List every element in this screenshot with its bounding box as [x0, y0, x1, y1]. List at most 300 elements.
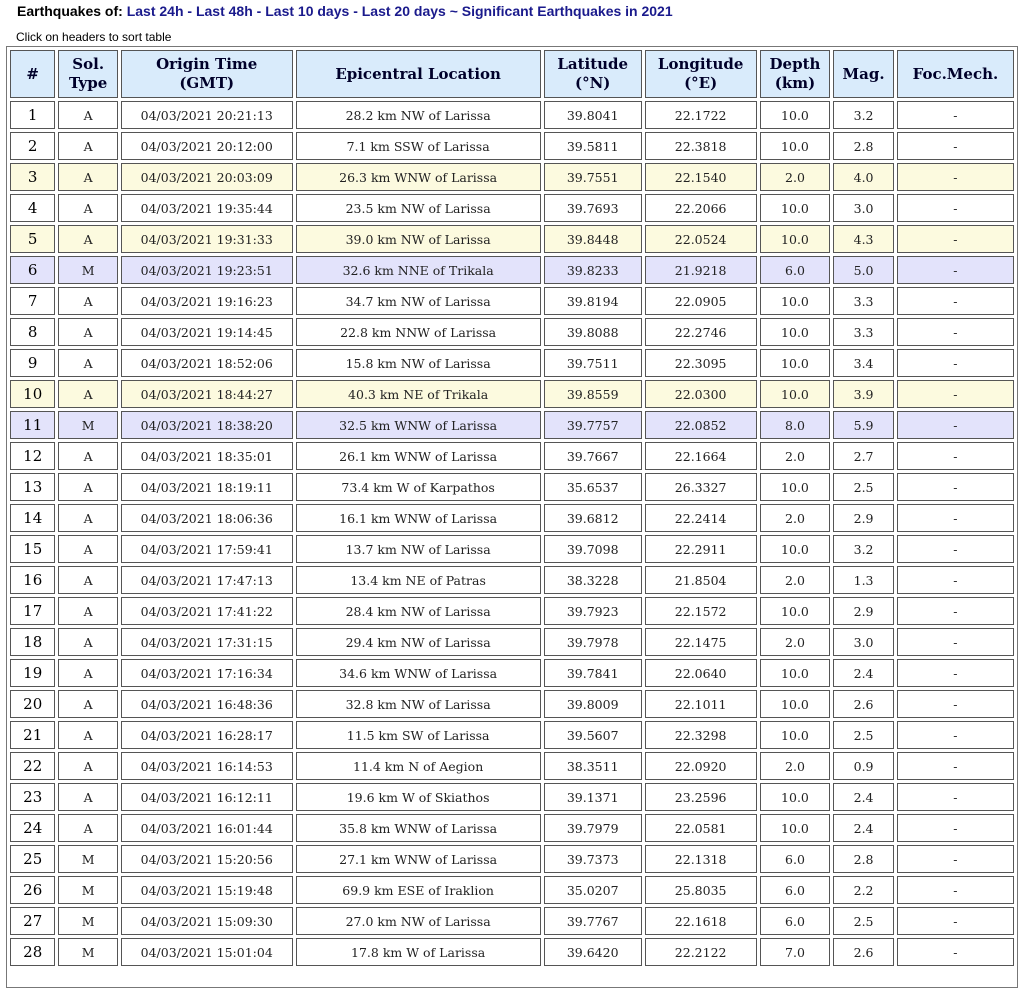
cell-magnitude: 2.5	[833, 907, 894, 935]
cell-origin-time: 04/03/2021 17:59:41	[121, 535, 293, 563]
cell-origin-time: 04/03/2021 18:19:11	[121, 473, 293, 501]
cell-number: 26	[10, 876, 55, 904]
cell-depth: 10.0	[760, 349, 831, 377]
earthquake-table-container	[6, 46, 1018, 988]
cell-magnitude: 2.5	[833, 473, 894, 501]
cell-longitude: 22.3095	[645, 349, 757, 377]
cell-origin-time: 04/03/2021 16:01:44	[121, 814, 293, 842]
nav-link-last-24h[interactable]: Last 24h	[126, 3, 184, 19]
table-row	[10, 411, 1014, 439]
cell-depth: 10.0	[760, 287, 831, 315]
cell-origin-time: 04/03/2021 20:12:00	[121, 132, 293, 160]
cell-origin-time: 04/03/2021 16:48:36	[121, 690, 293, 718]
cell-longitude: 22.2746	[645, 318, 757, 346]
cell-latitude: 39.8559	[544, 380, 642, 408]
cell-latitude: 39.5607	[544, 721, 642, 749]
cell-foc-mech: -	[897, 845, 1014, 873]
cell-origin-time: 04/03/2021 18:52:06	[121, 349, 293, 377]
cell-longitude: 22.0640	[645, 659, 757, 687]
cell-number: 23	[10, 783, 55, 811]
cell-sol-type: M	[58, 907, 118, 935]
cell-sol-type: A	[58, 225, 118, 253]
cell-number: 27	[10, 907, 55, 935]
cell-magnitude: 2.9	[833, 504, 894, 532]
cell-number: 24	[10, 814, 55, 842]
cell-depth: 10.0	[760, 659, 831, 687]
cell-magnitude: 2.4	[833, 814, 894, 842]
cell-magnitude: 3.3	[833, 318, 894, 346]
cell-foc-mech: -	[897, 814, 1014, 842]
cell-latitude: 39.7551	[544, 163, 642, 191]
cell-number: 8	[10, 318, 55, 346]
nav-link-last-20-days[interactable]: Last 20 days	[361, 3, 446, 19]
cell-origin-time: 04/03/2021 16:12:11	[121, 783, 293, 811]
cell-origin-time: 04/03/2021 17:47:13	[121, 566, 293, 594]
cell-magnitude: 3.2	[833, 535, 894, 563]
cell-depth: 10.0	[760, 721, 831, 749]
cell-depth: 10.0	[760, 535, 831, 563]
cell-longitude: 22.0852	[645, 411, 757, 439]
nav-tilde: ~	[449, 3, 458, 19]
cell-number: 12	[10, 442, 55, 470]
cell-sol-type: A	[58, 535, 118, 563]
cell-number: 11	[10, 411, 55, 439]
earthquake-table	[7, 47, 1017, 969]
cell-latitude: 39.5811	[544, 132, 642, 160]
cell-foc-mech: -	[897, 442, 1014, 470]
cell-magnitude: 2.8	[833, 132, 894, 160]
cell-origin-time: 04/03/2021 17:16:34	[121, 659, 293, 687]
cell-number: 7	[10, 287, 55, 315]
cell-longitude: 21.9218	[645, 256, 757, 284]
cell-number: 16	[10, 566, 55, 594]
cell-sol-type: M	[58, 876, 118, 904]
cell-sol-type: A	[58, 690, 118, 718]
cell-sol-type: A	[58, 473, 118, 501]
cell-depth: 8.0	[760, 411, 831, 439]
cell-location: 16.1 km WNW of Larissa	[296, 504, 541, 532]
cell-number: 28	[10, 938, 55, 966]
cell-magnitude: 3.0	[833, 194, 894, 222]
header-label: #	[26, 64, 39, 83]
cell-origin-time: 04/03/2021 15:01:04	[121, 938, 293, 966]
cell-number: 15	[10, 535, 55, 563]
cell-location: 34.7 km NW of Larissa	[296, 287, 541, 315]
table-row	[10, 380, 1014, 408]
cell-magnitude: 2.5	[833, 721, 894, 749]
header-label: Origin Time	[156, 55, 258, 73]
cell-foc-mech: -	[897, 256, 1014, 284]
cell-latitude: 39.7923	[544, 597, 642, 625]
header-number[interactable]	[10, 50, 55, 98]
header-longitude[interactable]	[645, 50, 757, 98]
cell-longitude: 22.1318	[645, 845, 757, 873]
cell-magnitude: 3.2	[833, 101, 894, 129]
cell-number: 21	[10, 721, 55, 749]
cell-magnitude: 3.0	[833, 628, 894, 656]
cell-foc-mech: -	[897, 752, 1014, 780]
cell-depth: 10.0	[760, 380, 831, 408]
cell-location: 32.8 km NW of Larissa	[296, 690, 541, 718]
cell-location: 28.2 km NW of Larissa	[296, 101, 541, 129]
cell-latitude: 39.6812	[544, 504, 642, 532]
cell-longitude: 22.3818	[645, 132, 757, 160]
cell-location: 73.4 km W of Karpathos	[296, 473, 541, 501]
cell-latitude: 39.7767	[544, 907, 642, 935]
cell-sol-type: M	[58, 411, 118, 439]
sort-hint: Click on headers to sort table	[16, 30, 172, 44]
table-row	[10, 318, 1014, 346]
cell-sol-type: A	[58, 163, 118, 191]
cell-depth: 10.0	[760, 597, 831, 625]
cell-foc-mech: -	[897, 225, 1014, 253]
cell-foc-mech: -	[897, 566, 1014, 594]
table-row	[10, 876, 1014, 904]
cell-foc-mech: -	[897, 628, 1014, 656]
cell-origin-time: 04/03/2021 17:31:15	[121, 628, 293, 656]
header-label: Latitude	[557, 55, 629, 73]
header-unit: (GMT)	[179, 74, 235, 92]
cell-magnitude: 2.6	[833, 690, 894, 718]
header-label: Mag.	[842, 64, 885, 83]
cell-depth: 6.0	[760, 845, 831, 873]
cell-magnitude: 2.2	[833, 876, 894, 904]
cell-foc-mech: -	[897, 380, 1014, 408]
cell-foc-mech: -	[897, 690, 1014, 718]
cell-location: 27.0 km NW of Larissa	[296, 907, 541, 935]
cell-latitude: 39.7098	[544, 535, 642, 563]
cell-location: 69.9 km ESE of Iraklion	[296, 876, 541, 904]
cell-longitude: 22.2066	[645, 194, 757, 222]
cell-number: 17	[10, 597, 55, 625]
cell-depth: 2.0	[760, 628, 831, 656]
table-row	[10, 938, 1014, 966]
cell-location: 40.3 km NE of Trikala	[296, 380, 541, 408]
table-row	[10, 442, 1014, 470]
cell-longitude: 26.3327	[645, 473, 757, 501]
cell-number: 22	[10, 752, 55, 780]
cell-sol-type: A	[58, 783, 118, 811]
header-epicentral-location[interactable]	[296, 50, 541, 98]
header-unit: (km)	[774, 74, 816, 92]
cell-foc-mech: -	[897, 163, 1014, 191]
cell-sol-type: M	[58, 845, 118, 873]
cell-latitude: 39.7979	[544, 814, 642, 842]
header-depth[interactable]	[760, 50, 831, 98]
cell-longitude: 22.1722	[645, 101, 757, 129]
cell-number: 4	[10, 194, 55, 222]
nav-link-last-10-days[interactable]: Last 10 days	[265, 3, 350, 19]
cell-latitude: 39.6420	[544, 938, 642, 966]
cell-origin-time: 04/03/2021 19:31:33	[121, 225, 293, 253]
nav-link-significant[interactable]: Significant Earthquakes in 2021	[461, 3, 673, 19]
cell-depth: 2.0	[760, 752, 831, 780]
cell-location: 13.4 km NE of Patras	[296, 566, 541, 594]
header-unit: (°N)	[574, 74, 611, 92]
cell-latitude: 38.3511	[544, 752, 642, 780]
cell-location: 22.8 km NNW of Larissa	[296, 318, 541, 346]
cell-latitude: 39.7757	[544, 411, 642, 439]
cell-location: 17.8 km W of Larissa	[296, 938, 541, 966]
cell-sol-type: A	[58, 566, 118, 594]
cell-location: 26.3 km WNW of Larissa	[296, 163, 541, 191]
cell-sol-type: A	[58, 628, 118, 656]
cell-magnitude: 4.3	[833, 225, 894, 253]
cell-depth: 10.0	[760, 814, 831, 842]
cell-longitude: 22.0581	[645, 814, 757, 842]
cell-foc-mech: -	[897, 659, 1014, 687]
cell-origin-time: 04/03/2021 20:03:09	[121, 163, 293, 191]
cell-magnitude: 4.0	[833, 163, 894, 191]
cell-origin-time: 04/03/2021 19:23:51	[121, 256, 293, 284]
cell-longitude: 22.3298	[645, 721, 757, 749]
cell-number: 5	[10, 225, 55, 253]
cell-magnitude: 2.9	[833, 597, 894, 625]
cell-sol-type: A	[58, 597, 118, 625]
header-sol-type[interactable]	[58, 50, 118, 98]
cell-foc-mech: -	[897, 132, 1014, 160]
cell-origin-time: 04/03/2021 15:19:48	[121, 876, 293, 904]
nav-link-last-48h[interactable]: Last 48h	[195, 3, 253, 19]
header-foc-mech[interactable]	[897, 50, 1014, 98]
cell-depth: 2.0	[760, 163, 831, 191]
cell-foc-mech: -	[897, 194, 1014, 222]
cell-depth: 7.0	[760, 938, 831, 966]
cell-foc-mech: -	[897, 876, 1014, 904]
table-row	[10, 814, 1014, 842]
cell-magnitude: 3.4	[833, 349, 894, 377]
table-row	[10, 101, 1014, 129]
table-header-row	[10, 50, 1014, 98]
cell-foc-mech: -	[897, 907, 1014, 935]
cell-location: 28.4 km NW of Larissa	[296, 597, 541, 625]
cell-magnitude: 2.6	[833, 938, 894, 966]
cell-longitude: 22.0905	[645, 287, 757, 315]
cell-magnitude: 2.4	[833, 659, 894, 687]
cell-origin-time: 04/03/2021 18:38:20	[121, 411, 293, 439]
cell-foc-mech: -	[897, 504, 1014, 532]
cell-origin-time: 04/03/2021 20:21:13	[121, 101, 293, 129]
cell-latitude: 39.1371	[544, 783, 642, 811]
cell-location: 11.5 km SW of Larissa	[296, 721, 541, 749]
header-origin-time[interactable]	[121, 50, 293, 98]
cell-origin-time: 04/03/2021 19:14:45	[121, 318, 293, 346]
table-row	[10, 163, 1014, 191]
cell-foc-mech: -	[897, 411, 1014, 439]
cell-foc-mech: -	[897, 721, 1014, 749]
cell-longitude: 22.1618	[645, 907, 757, 935]
cell-longitude: 22.0300	[645, 380, 757, 408]
cell-number: 6	[10, 256, 55, 284]
cell-magnitude: 0.9	[833, 752, 894, 780]
cell-depth: 10.0	[760, 101, 831, 129]
cell-latitude: 39.7373	[544, 845, 642, 873]
table-row	[10, 504, 1014, 532]
cell-number: 10	[10, 380, 55, 408]
cell-latitude: 38.3228	[544, 566, 642, 594]
cell-longitude: 25.8035	[645, 876, 757, 904]
table-row	[10, 535, 1014, 563]
cell-location: 39.0 km NW of Larissa	[296, 225, 541, 253]
cell-number: 9	[10, 349, 55, 377]
cell-depth: 10.0	[760, 690, 831, 718]
cell-depth: 10.0	[760, 132, 831, 160]
cell-latitude: 39.7511	[544, 349, 642, 377]
cell-latitude: 39.8448	[544, 225, 642, 253]
cell-depth: 10.0	[760, 473, 831, 501]
header-label: Foc.Mech.	[912, 64, 999, 83]
header-unit: Type	[69, 74, 108, 92]
table-row	[10, 721, 1014, 749]
cell-location: 15.8 km NW of Larissa	[296, 349, 541, 377]
cell-origin-time: 04/03/2021 19:35:44	[121, 194, 293, 222]
cell-location: 19.6 km W of Skiathos	[296, 783, 541, 811]
cell-sol-type: A	[58, 814, 118, 842]
table-row	[10, 783, 1014, 811]
cell-sol-type: A	[58, 504, 118, 532]
cell-longitude: 22.2911	[645, 535, 757, 563]
cell-location: 26.1 km WNW of Larissa	[296, 442, 541, 470]
cell-magnitude: 1.3	[833, 566, 894, 594]
cell-sol-type: A	[58, 132, 118, 160]
cell-magnitude: 2.8	[833, 845, 894, 873]
cell-number: 13	[10, 473, 55, 501]
table-row	[10, 597, 1014, 625]
table-row	[10, 225, 1014, 253]
cell-latitude: 39.8009	[544, 690, 642, 718]
cell-foc-mech: -	[897, 938, 1014, 966]
cell-foc-mech: -	[897, 597, 1014, 625]
cell-depth: 10.0	[760, 225, 831, 253]
cell-depth: 2.0	[760, 504, 831, 532]
cell-sol-type: A	[58, 101, 118, 129]
cell-depth: 10.0	[760, 194, 831, 222]
cell-longitude: 22.2414	[645, 504, 757, 532]
cell-location: 32.6 km NNE of Trikala	[296, 256, 541, 284]
header-label: Epicentral Location	[335, 64, 501, 83]
cell-magnitude: 2.4	[833, 783, 894, 811]
cell-latitude: 39.8233	[544, 256, 642, 284]
cell-location: 23.5 km NW of Larissa	[296, 194, 541, 222]
cell-longitude: 22.1664	[645, 442, 757, 470]
table-row	[10, 907, 1014, 935]
cell-longitude: 22.1475	[645, 628, 757, 656]
cell-location: 35.8 km WNW of Larissa	[296, 814, 541, 842]
cell-number: 18	[10, 628, 55, 656]
cell-sol-type: A	[58, 194, 118, 222]
cell-foc-mech: -	[897, 318, 1014, 346]
header-label: Longitude	[657, 55, 744, 73]
cell-latitude: 39.8194	[544, 287, 642, 315]
cell-depth: 10.0	[760, 783, 831, 811]
cell-sol-type: A	[58, 287, 118, 315]
cell-longitude: 23.2596	[645, 783, 757, 811]
table-row	[10, 473, 1014, 501]
cell-foc-mech: -	[897, 783, 1014, 811]
cell-longitude: 22.1540	[645, 163, 757, 191]
cell-foc-mech: -	[897, 101, 1014, 129]
header-label: Sol.	[72, 55, 105, 73]
cell-origin-time: 04/03/2021 17:41:22	[121, 597, 293, 625]
cell-number: 25	[10, 845, 55, 873]
header-unit: (°E)	[684, 74, 718, 92]
cell-location: 32.5 km WNW of Larissa	[296, 411, 541, 439]
cell-sol-type: A	[58, 349, 118, 377]
header-latitude[interactable]	[544, 50, 642, 98]
cell-longitude: 22.0920	[645, 752, 757, 780]
cell-longitude: 22.1572	[645, 597, 757, 625]
cell-number: 2	[10, 132, 55, 160]
cell-foc-mech: -	[897, 287, 1014, 315]
cell-longitude: 22.1011	[645, 690, 757, 718]
cell-foc-mech: -	[897, 349, 1014, 377]
table-row	[10, 194, 1014, 222]
cell-foc-mech: -	[897, 535, 1014, 563]
cell-location: 13.7 km NW of Larissa	[296, 535, 541, 563]
table-body	[10, 101, 1014, 966]
cell-depth: 2.0	[760, 566, 831, 594]
cell-origin-time: 04/03/2021 19:16:23	[121, 287, 293, 315]
cell-latitude: 39.8088	[544, 318, 642, 346]
cell-location: 27.1 km WNW of Larissa	[296, 845, 541, 873]
cell-sol-type: M	[58, 256, 118, 284]
cell-location: 7.1 km SSW of Larissa	[296, 132, 541, 160]
cell-location: 11.4 km N of Aegion	[296, 752, 541, 780]
table-row	[10, 628, 1014, 656]
earthquakes-nav: Earthquakes of: Last 24h - Last 48h - Last 10 days - Last 20 days ~ Significant Earthquakes in 2021	[17, 3, 673, 19]
cell-depth: 10.0	[760, 318, 831, 346]
cell-latitude: 39.8041	[544, 101, 642, 129]
cell-number: 1	[10, 101, 55, 129]
table-row	[10, 690, 1014, 718]
cell-number: 3	[10, 163, 55, 191]
header-label: Depth	[769, 55, 821, 73]
cell-sol-type: A	[58, 721, 118, 749]
cell-latitude: 39.7693	[544, 194, 642, 222]
cell-sol-type: M	[58, 938, 118, 966]
cell-latitude: 35.0207	[544, 876, 642, 904]
cell-sol-type: A	[58, 442, 118, 470]
cell-magnitude: 5.0	[833, 256, 894, 284]
cell-origin-time: 04/03/2021 18:35:01	[121, 442, 293, 470]
table-row	[10, 287, 1014, 315]
header-magnitude[interactable]	[833, 50, 894, 98]
cell-latitude: 39.7978	[544, 628, 642, 656]
cell-depth: 6.0	[760, 256, 831, 284]
cell-depth: 6.0	[760, 907, 831, 935]
cell-latitude: 39.7841	[544, 659, 642, 687]
cell-sol-type: A	[58, 752, 118, 780]
table-row	[10, 256, 1014, 284]
cell-origin-time: 04/03/2021 15:20:56	[121, 845, 293, 873]
table-row	[10, 659, 1014, 687]
table-row	[10, 349, 1014, 377]
cell-origin-time: 04/03/2021 18:06:36	[121, 504, 293, 532]
cell-location: 29.4 km NW of Larissa	[296, 628, 541, 656]
cell-foc-mech: -	[897, 473, 1014, 501]
cell-magnitude: 3.3	[833, 287, 894, 315]
cell-latitude: 39.7667	[544, 442, 642, 470]
cell-longitude: 21.8504	[645, 566, 757, 594]
cell-magnitude: 2.7	[833, 442, 894, 470]
cell-origin-time: 04/03/2021 18:44:27	[121, 380, 293, 408]
table-row	[10, 845, 1014, 873]
cell-magnitude: 3.9	[833, 380, 894, 408]
cell-depth: 6.0	[760, 876, 831, 904]
cell-number: 20	[10, 690, 55, 718]
cell-sol-type: A	[58, 318, 118, 346]
table-row	[10, 752, 1014, 780]
